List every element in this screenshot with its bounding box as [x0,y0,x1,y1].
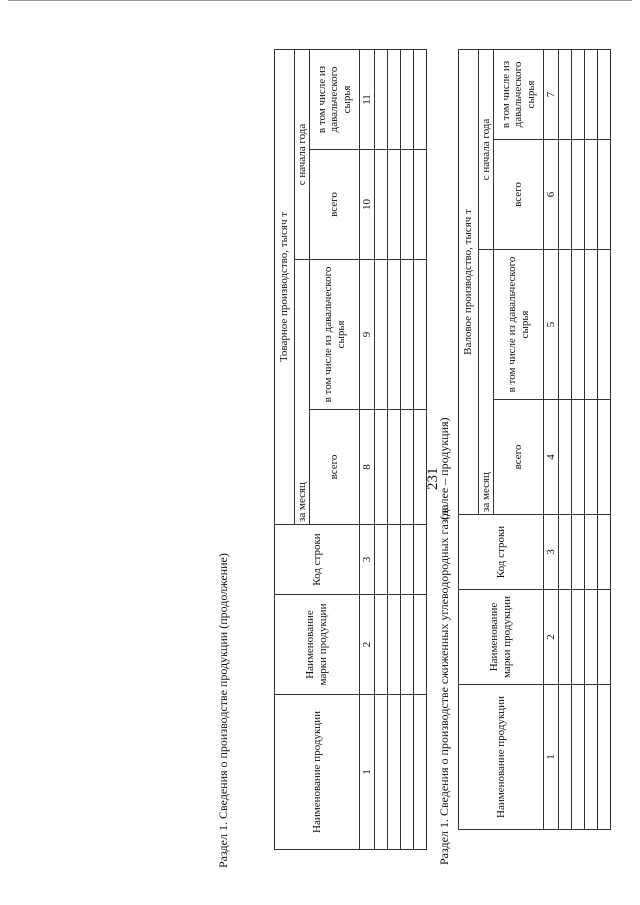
table-row [401,49,414,849]
table-row [598,50,611,830]
header-ytd: с начала года [295,49,310,259]
col-number: 9 [360,260,375,410]
col-number: 7 [544,50,559,140]
section1-title: Раздел 1. Сведения о производстве сжиженных углеводородных газов [437,507,451,865]
header-code: Код строки [275,525,360,595]
section1-title-suffix: (далее – продукция) [437,417,451,520]
section2-table [274,49,427,850]
col-number: 5 [544,250,559,400]
col-number: 11 [360,49,375,149]
col-number: 2 [544,590,559,685]
col-number: 3 [544,515,559,590]
col-number: 10 [360,150,375,260]
header-month-incl: в том числе из давальческого сырья [310,260,360,410]
table-row [375,49,388,849]
header-commercial-production: Товарное производство, тысяч т [275,49,295,524]
section1-table [458,49,611,830]
table-row [414,49,427,849]
header-ytd: с начала года [479,50,494,250]
header-ytd-incl: в том числе из давальческого сырья [310,49,360,149]
header-month-total: всего [494,400,544,515]
table-row [559,50,572,830]
header-month-incl: в том числе из давальческого сырья [494,250,544,400]
col-number: 4 [544,400,559,515]
header-ytd-incl: в том числе из давальческого сырья [494,50,544,140]
header-brand: Наименование марки продукции [275,595,360,695]
header-ytd-total: всего [494,140,544,250]
header-product-name: Наименование продукции [459,685,544,830]
header-month: за месяц [479,250,494,515]
section2-title: Раздел 1. Сведения о производстве продукции (продолжение) [216,553,230,868]
col-number: 8 [360,410,375,525]
header-month-total: всего [310,410,360,525]
page-number: 231 [425,467,441,490]
rotated-sheet [20,20,620,880]
col-number: 1 [360,695,375,850]
col-number: 1 [544,685,559,830]
header-product-name: Наименование продукции [275,695,360,850]
header-month: за месяц [295,260,310,525]
table-row [388,49,401,849]
page-top-border [8,0,632,1]
col-number: 6 [544,140,559,250]
header-brand: Наименование марки продукции [459,590,544,685]
table-row [572,50,585,830]
col-number: 3 [360,525,375,595]
header-ytd-total: всего [310,150,360,260]
table-row [585,50,598,830]
header-gross-production: Валовое производство, тысяч т [459,50,479,515]
header-code: Код строки [459,515,544,590]
col-number: 2 [360,595,375,695]
